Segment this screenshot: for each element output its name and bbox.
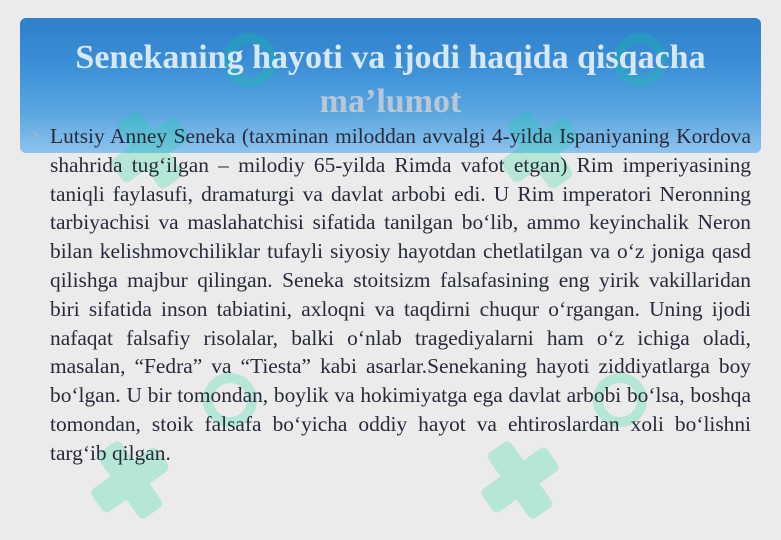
body-paragraph: Lutsiy Anney Seneka (taxminan miloddan avvalgi 4-yilda Ispaniyaning Kordova shahrida tug‘ilgan – milodiy 65-yilda Rimda vafot etgan) Rim imperiyasining taniqli faylasufi, dramaturgi va davlat arbobi edi. U Rim imperatori Neronning tarbiyachisi va maslahatchisi sifatida tanilgan bo‘lib, ammo keyinchalik Neron bilan kelishmovchiliklar tufayli siyosiy hayotdan chetlatilgan va o‘z joniga qasd qilishga majbur qilingan. Seneka stoitsizm falsafasining eng yirik vakillaridan biri sifatida inson tabiatini, axloqni va taqdirni chuqur o‘rgangan. Uning ijodi nafaqat falsafiy risolalar, balki o‘nlab tragediyalarni ham o‘z ichiga oladi, masalan, “Fedra” va “Tiesta” kabi asarlar.Senekaning hayoti ziddiyatlarga boy bo‘lgan. U bir tomondan, boylik va hokimiyatga ega davlat arbobi bo‘lsa, boshqa tomondan, stoik falsafa bo‘yicha oddiy hayot va ehtiroslardan xoli bo‘lishni targ‘ib qilgan.: [50, 124, 751, 465]
title-line-2: ma’lumot: [319, 83, 462, 120]
slide-title: [20, 36, 761, 124]
bullet-icon: [30, 129, 42, 141]
title-line-1: Senekaning hayoti va ijodi haqida qisqacha: [75, 39, 706, 76]
